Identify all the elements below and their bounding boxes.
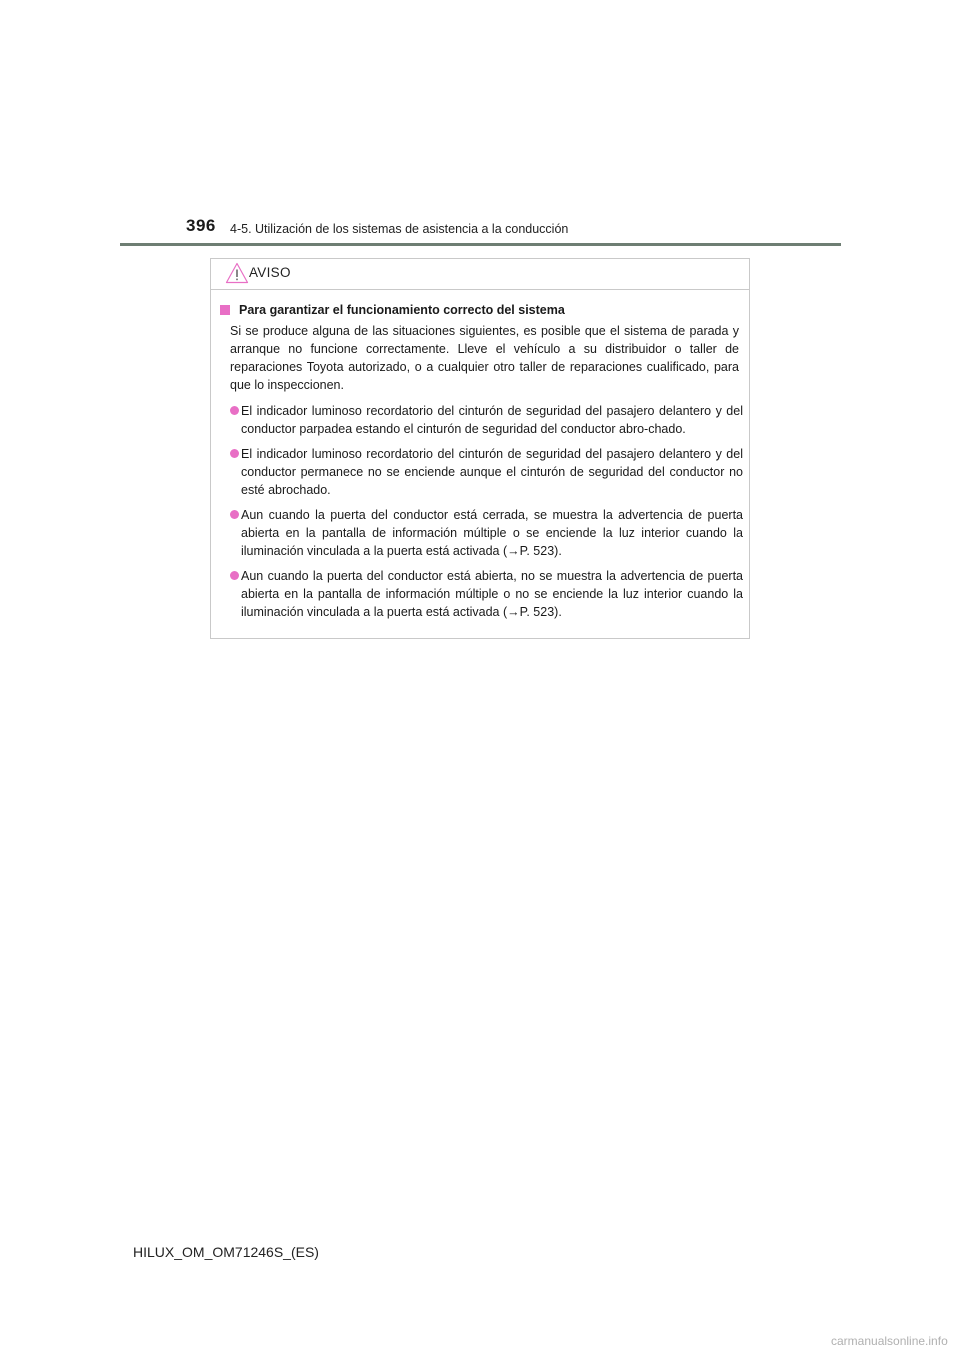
header-rule xyxy=(120,243,841,246)
bullet-dot-icon xyxy=(230,449,239,458)
list-item xyxy=(219,445,743,499)
warning-header xyxy=(211,259,749,290)
warning-triangle-icon xyxy=(225,262,249,284)
warning-body xyxy=(211,290,749,621)
section-title: 4-5. Utilización de los sistemas de asistencia a la conducción xyxy=(230,222,569,236)
bullet-dot-icon xyxy=(230,571,239,580)
warning-label: AVISO xyxy=(249,265,291,280)
warning-heading-text: Para garantizar el funcionamiento correcto del sistema xyxy=(239,303,565,317)
list-item xyxy=(219,567,743,621)
bullet-dot-icon xyxy=(230,510,239,519)
list-item xyxy=(219,506,743,560)
bullet-dot-icon xyxy=(230,406,239,415)
warning-heading xyxy=(219,301,743,319)
list-item xyxy=(219,402,743,438)
square-bullet-icon xyxy=(220,305,230,315)
warning-box xyxy=(210,258,750,639)
list-item-text: El indicador luminoso recordatorio del cinturón de seguridad del pasajero delantero y del conductor parpadea estando el cinturón de seguridad del conductor abro-chado. xyxy=(241,404,743,436)
warning-intro: Si se produce alguna de las situaciones siguientes, es posible que el sistema de parada y arranque no funcione correctamente. Lleve el vehículo a su distribuidor o taller de reparaciones Toyota autorizado, o a cualquier otro taller de reparaciones cualificado, para que lo inspeccionen. xyxy=(230,324,739,392)
page-number: 396 xyxy=(186,216,216,235)
list-item-text: Aun cuando la puerta del conductor está abierta, no se muestra la advertencia de puerta abierta en la pantalla de información múltiple o no se enciende la luz interior cuando la iluminación vinculada a la puerta está activada (→P. 523). xyxy=(241,569,743,619)
document-code: HILUX_OM_OM71246S_(ES) xyxy=(133,1244,319,1260)
list-item-text: El indicador luminoso recordatorio del cinturón de seguridad del pasajero delantero y del conductor permanece no se enciende aunque el cinturón de seguridad del conductor no esté abrochado. xyxy=(241,447,743,497)
list-item-text: Aun cuando la puerta del conductor está cerrada, se muestra la advertencia de puerta abierta en la pantalla de información múltiple o se enciende la luz interior cuando la iluminación vinculada a la puerta está activada (→P. 523). xyxy=(241,508,743,558)
watermark: carmanualsonline.info xyxy=(831,1334,948,1348)
